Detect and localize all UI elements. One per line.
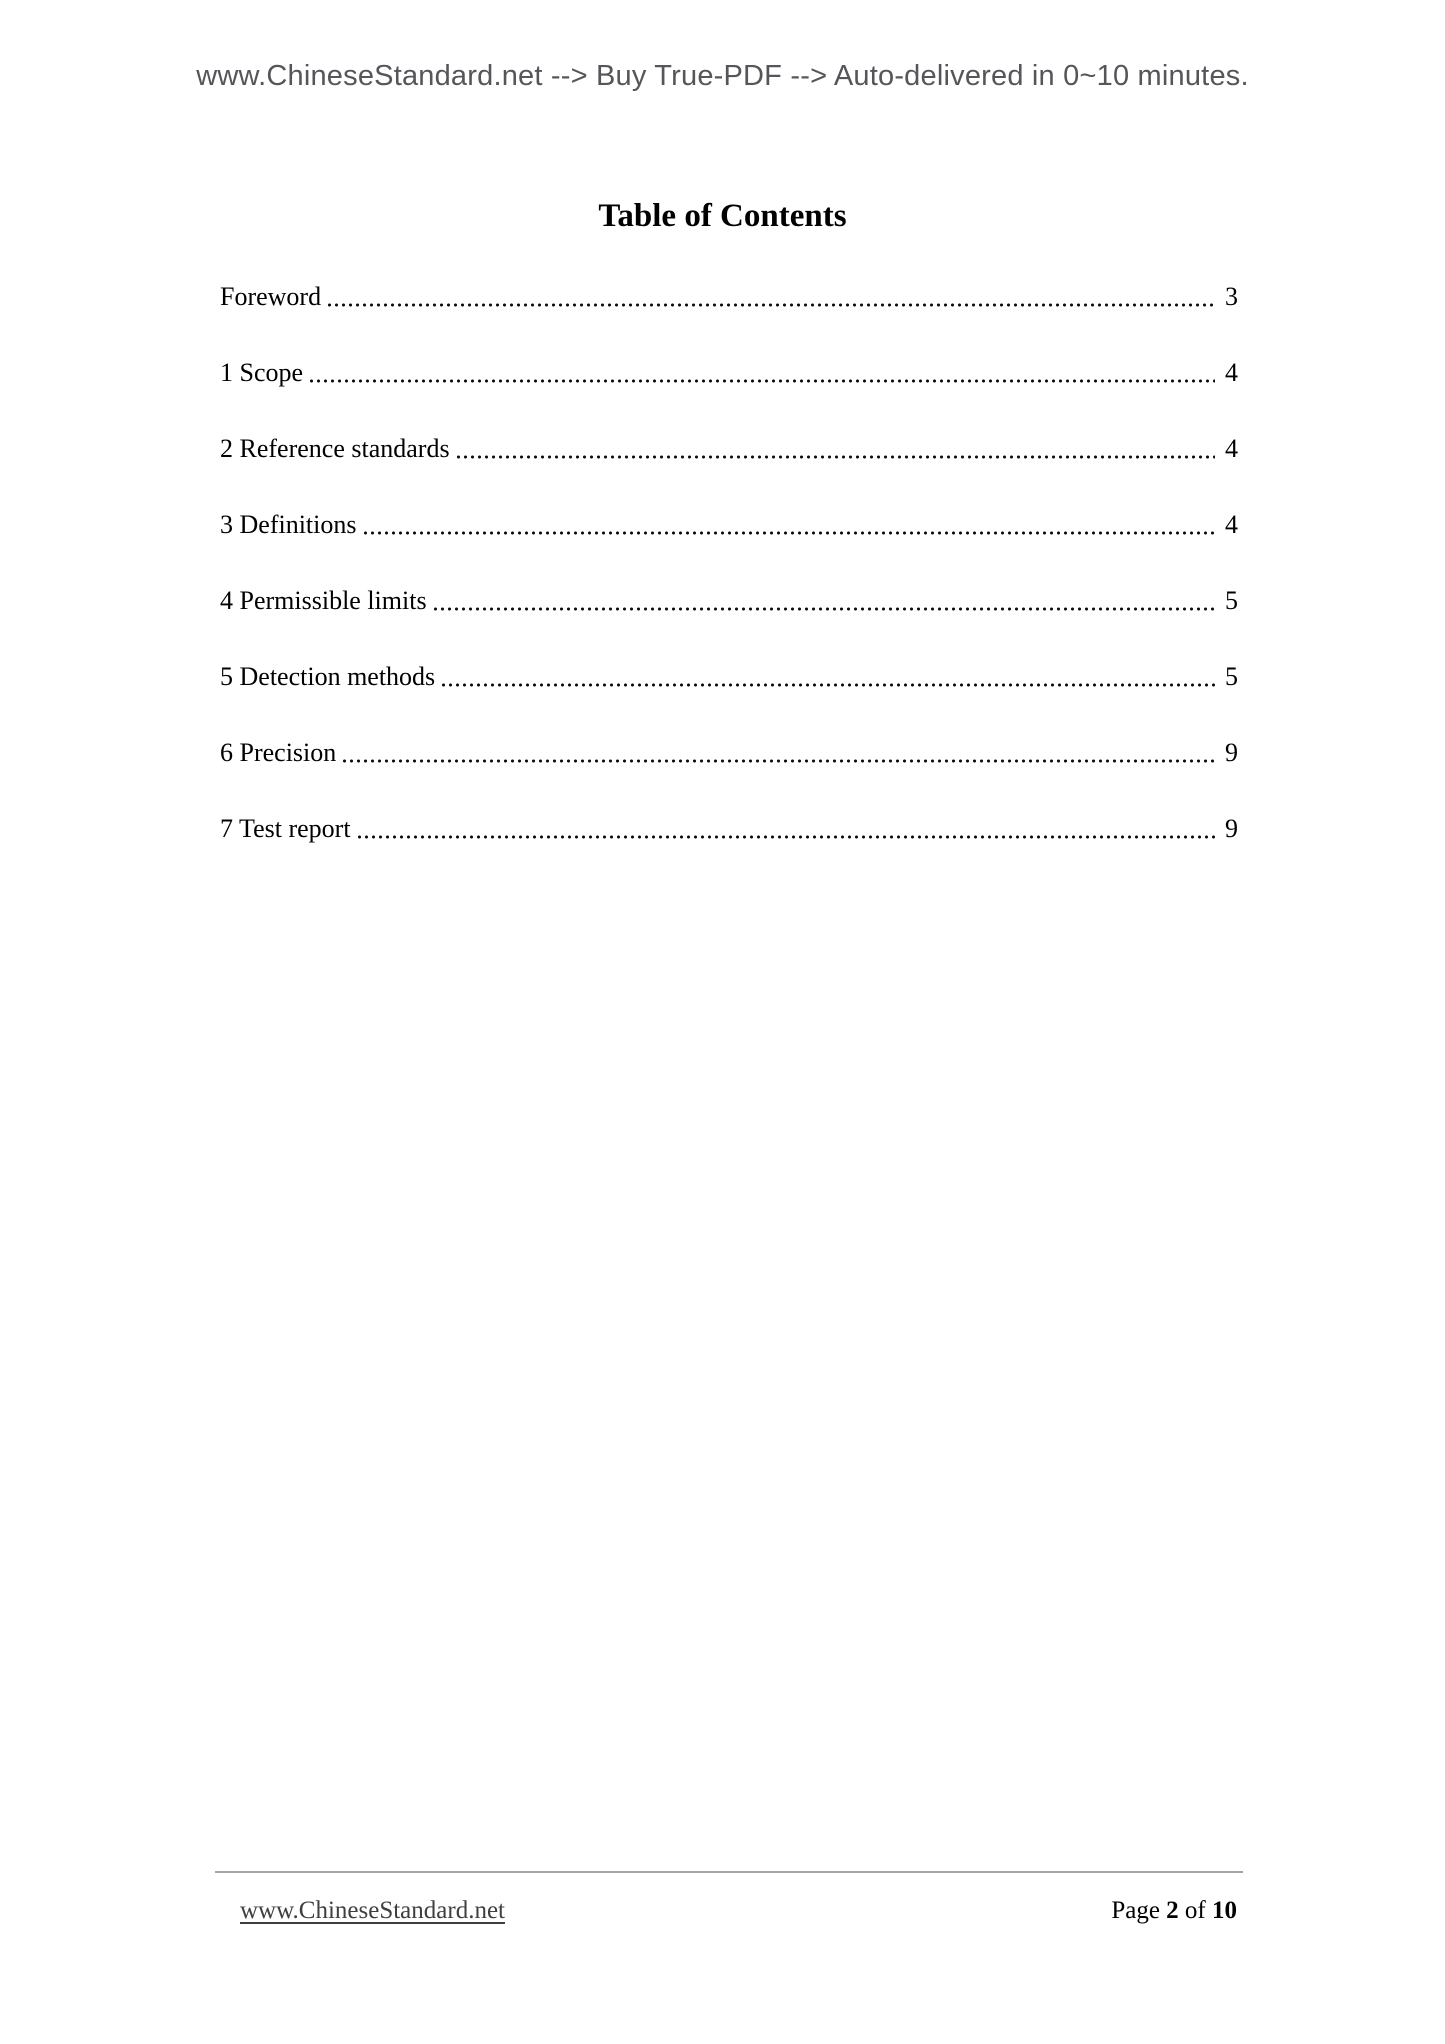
toc-entry-label: Foreword: [220, 282, 322, 311]
toc-entry-foreword[interactable]: [220, 283, 1238, 311]
footer-divider: [215, 1871, 1243, 1873]
page-indicator-total: 10: [1212, 1897, 1237, 1924]
toc-entry-label: 4 Permissible limits: [220, 586, 427, 615]
dot-leader: [341, 739, 1215, 767]
toc-page-number: 5: [1225, 586, 1238, 615]
toc-entry-precision[interactable]: [220, 739, 1238, 767]
toc-entry-detection-methods[interactable]: [220, 663, 1238, 691]
toc-entry-label: 5 Detection methods: [220, 662, 436, 691]
toc-entry-label: 2 Reference standards: [220, 434, 450, 463]
toc-page-number: 3: [1225, 282, 1238, 311]
page-indicator-of: of: [1184, 1897, 1206, 1924]
page-title: Table of Contents: [598, 198, 847, 234]
toc-entry-definitions[interactable]: [220, 511, 1238, 539]
toc-entry-reference-standards[interactable]: [220, 435, 1238, 463]
header-note: www.ChineseStandard.net --> Buy True-PDF --> Auto-delivered in 0~10 minutes.: [196, 60, 1249, 92]
toc-entry-permissible-limits[interactable]: [220, 587, 1238, 615]
dot-leader: [308, 359, 1215, 387]
dot-leader: [326, 283, 1215, 311]
dot-leader: [356, 815, 1215, 843]
dot-leader: [440, 663, 1215, 691]
table-of-contents: [220, 283, 1238, 891]
page-indicator-current: 2: [1166, 1897, 1179, 1924]
toc-entry-label: 3 Definitions: [220, 510, 357, 539]
toc-page-number: 9: [1225, 814, 1238, 843]
toc-page-number: 4: [1225, 510, 1238, 539]
toc-entry-label: 1 Scope: [220, 358, 304, 387]
dot-leader: [362, 511, 1216, 539]
toc-page-number: 4: [1225, 358, 1238, 387]
toc-page-number: 4: [1225, 434, 1238, 463]
toc-entry-test-report[interactable]: [220, 815, 1238, 843]
toc-entry-label: 7 Test report: [220, 814, 351, 843]
toc-page-number: 9: [1225, 738, 1238, 767]
toc-entry-label: 6 Precision: [220, 738, 337, 767]
page-indicator: [1111, 1896, 1237, 1926]
toc-entry-scope[interactable]: [220, 359, 1238, 387]
toc-page-number: 5: [1225, 662, 1238, 691]
dot-leader: [455, 435, 1215, 463]
footer-website-link[interactable]: www.ChineseStandard.net: [240, 1897, 505, 1924]
dot-leader: [432, 587, 1215, 615]
page-indicator-word: Page: [1111, 1897, 1160, 1924]
